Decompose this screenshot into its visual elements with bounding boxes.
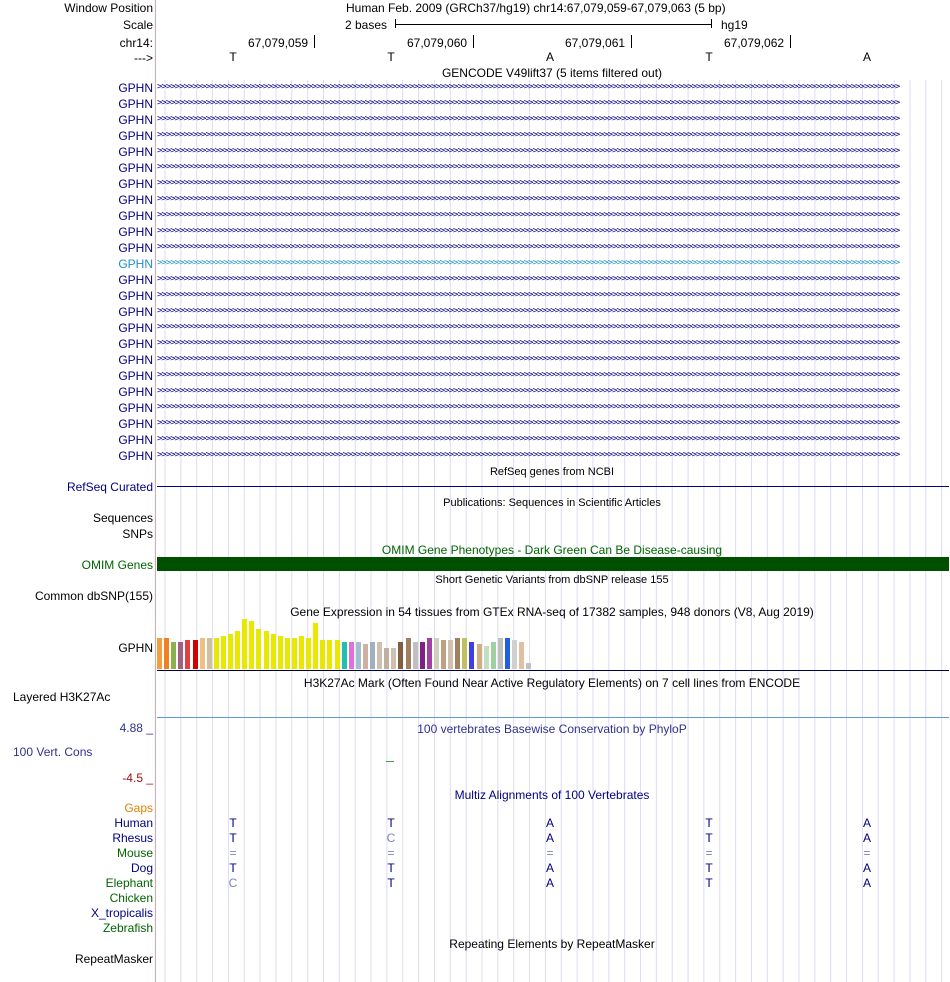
gtex-tissue-bar[interactable] [491,642,496,669]
refseq-gene-line[interactable] [157,486,949,487]
gtex-tissue-bar[interactable] [363,644,368,669]
multiz-aligned-base: = [229,846,237,860]
multiz-species-label[interactable]: Chicken [109,891,153,905]
multiz-aligned-base: A [545,831,555,845]
phylop-track-label[interactable]: 100 Vert. Cons [13,745,93,759]
label-separator [155,0,156,982]
gencode-gene-label[interactable]: GPHN [118,81,153,95]
gencode-gene-label[interactable]: GPHN [118,401,153,415]
gencode-gene-label[interactable]: GPHN [118,417,153,431]
gencode-strand-chevrons: >>>>>>>>>>>>>>>>>>>>>>>>>>>>>>>>>>>>>>>>>>>>>>>>>>>>>>>>>>>>>>>>>>>>>>>>>>>>>>>>>>>>>>>>>>>>>>>>>>>>>>>>>>>>>>>>>>>>>>>>>>>>>>>>>>>>>>>>>>>>>>>>>>>>>>>>>>>>>>>>>>>>>>>> [157,99,900,108]
chrom-label: chr14: [119,36,153,50]
multiz-species-label[interactable]: Dog [130,861,153,875]
scale-assembly: hg19 [721,18,748,32]
gtex-tissue-bar[interactable] [235,631,240,669]
multiz-aligned-base: = [863,846,871,860]
gtex-tissue-bar[interactable] [391,648,396,669]
gtex-tissue-bar[interactable] [420,642,425,669]
scale-bar [395,24,711,25]
gtex-tissue-bar[interactable] [185,640,190,669]
gtex-tissue-bar[interactable] [505,638,510,669]
omim-track-label[interactable]: OMIM Genes [81,558,153,572]
gencode-strand-chevrons: >>>>>>>>>>>>>>>>>>>>>>>>>>>>>>>>>>>>>>>>>>>>>>>>>>>>>>>>>>>>>>>>>>>>>>>>>>>>>>>>>>>>>>>>>>>>>>>>>>>>>>>>>>>>>>>>>>>>>>>>>>>>>>>>>>>>>>>>>>>>>>>>>>>>>>>>>>>>>>>>>>>>>>>> [157,163,900,172]
gencode-strand-chevrons: >>>>>>>>>>>>>>>>>>>>>>>>>>>>>>>>>>>>>>>>>>>>>>>>>>>>>>>>>>>>>>>>>>>>>>>>>>>>>>>>>>>>>>>>>>>>>>>>>>>>>>>>>>>>>>>>>>>>>>>>>>>>>>>>>>>>>>>>>>>>>>>>>>>>>>>>>>>>>>>>>>>>>>>> [157,83,900,92]
multiz-species-label[interactable]: X_tropicalis [90,906,153,920]
gencode-gene-label[interactable]: GPHN [118,257,153,271]
gtex-tissue-bar[interactable] [157,638,162,669]
publications-track-title[interactable]: Publications: Sequences in Scientific Articles [443,497,661,509]
gtex-tissue-bar[interactable] [249,621,254,669]
coord-label: 67,079,059 [248,36,309,50]
gencode-strand-chevrons: >>>>>>>>>>>>>>>>>>>>>>>>>>>>>>>>>>>>>>>>>>>>>>>>>>>>>>>>>>>>>>>>>>>>>>>>>>>>>>>>>>>>>>>>>>>>>>>>>>>>>>>>>>>>>>>>>>>>>>>>>>>>>>>>>>>>>>>>>>>>>>>>>>>>>>>>>>>>>>>>>>>>>>>> [157,307,900,316]
multiz-aligned-base: A [862,876,872,890]
gencode-strand-chevrons: >>>>>>>>>>>>>>>>>>>>>>>>>>>>>>>>>>>>>>>>>>>>>>>>>>>>>>>>>>>>>>>>>>>>>>>>>>>>>>>>>>>>>>>>>>>>>>>>>>>>>>>>>>>>>>>>>>>>>>>>>>>>>>>>>>>>>>>>>>>>>>>>>>>>>>>>>>>>>>>>>>>>>>>> [157,147,900,156]
multiz-aligned-base: T [705,816,713,830]
gencode-strand-chevrons: >>>>>>>>>>>>>>>>>>>>>>>>>>>>>>>>>>>>>>>>>>>>>>>>>>>>>>>>>>>>>>>>>>>>>>>>>>>>>>>>>>>>>>>>>>>>>>>>>>>>>>>>>>>>>>>>>>>>>>>>>>>>>>>>>>>>>>>>>>>>>>>>>>>>>>>>>>>>>>>>>>>>>>>> [157,403,900,412]
gencode-gene-label[interactable]: GPHN [118,129,153,143]
gtex-tissue-bar[interactable] [519,642,524,669]
omim-track-title[interactable]: OMIM Gene Phenotypes - Dark Green Can Be Disease-causing [381,543,723,557]
gencode-track-title[interactable]: GENCODE V49lift37 (5 items filtered out) [441,66,663,80]
multiz-aligned-base: T [229,816,237,830]
phylop-track-title[interactable]: 100 vertebrates Basewise Conservation by PhyloP [417,722,687,736]
window-position-value[interactable]: Human Feb. 2009 (GRCh37/hg19) chr14:67,079,059-67,079,063 (5 bp) [346,1,726,15]
gencode-strand-chevrons: >>>>>>>>>>>>>>>>>>>>>>>>>>>>>>>>>>>>>>>>>>>>>>>>>>>>>>>>>>>>>>>>>>>>>>>>>>>>>>>>>>>>>>>>>>>>>>>>>>>>>>>>>>>>>>>>>>>>>>>>>>>>>>>>>>>>>>>>>>>>>>>>>>>>>>>>>>>>>>>>>>>>>>>> [157,131,900,140]
gtex-tissue-bar[interactable] [207,638,212,669]
multiz-species-label[interactable]: Zebrafish [102,921,153,935]
gtex-tissue-bar[interactable] [370,642,375,669]
publications-snps-label[interactable]: SNPs [122,527,153,541]
phylop-max-label: 4.88 _ [119,721,153,735]
gtex-tissue-bar[interactable] [264,631,269,669]
phylop-signal [386,761,394,762]
gtex-tissue-bar[interactable] [512,640,517,669]
multiz-aligned-base: = [705,846,713,860]
gtex-tissue-bar[interactable] [398,642,403,669]
gtex-tissue-bar[interactable] [427,638,432,669]
gencode-strand-chevrons: >>>>>>>>>>>>>>>>>>>>>>>>>>>>>>>>>>>>>>>>>>>>>>>>>>>>>>>>>>>>>>>>>>>>>>>>>>>>>>>>>>>>>>>>>>>>>>>>>>>>>>>>>>>>>>>>>>>>>>>>>>>>>>>>>>>>>>>>>>>>>>>>>>>>>>>>>>>>>>>>>>>>>>>> [157,275,900,284]
scale-label: Scale [122,18,153,32]
gencode-gene-label[interactable]: GPHN [118,177,153,191]
repeatmasker-track-title[interactable]: Repeating Elements by RepeatMasker [449,937,655,951]
refseq-track-title[interactable]: RefSeq genes from NCBI [489,466,615,478]
scale-value: 2 bases [345,18,388,32]
multiz-aligned-base: T [705,831,713,845]
gtex-tissue-bar[interactable] [285,638,290,669]
gencode-gene-label[interactable]: GPHN [118,273,153,287]
refseq-track-label[interactable]: RefSeq Curated [66,480,153,494]
multiz-aligned-base: A [545,816,555,830]
gencode-gene-label[interactable]: GPHN [118,241,153,255]
publications-sequences-label[interactable]: Sequences [92,511,153,525]
gencode-gene-label[interactable]: GPHN [118,97,153,111]
gtex-track-title[interactable]: Gene Expression in 54 tissues from GTEx RNA-seq of 17382 samples, 948 donors (V8, Aug 2019) [290,605,814,619]
multiz-aligned-base: A [862,861,872,875]
multiz-species-label[interactable]: Elephant [105,876,153,890]
multiz-aligned-base: A [862,816,872,830]
gencode-gene-label[interactable]: GPHN [118,113,153,127]
h3k27ac-track-title[interactable]: H3K27Ac Mark (Often Found Near Active Regulatory Elements) on 7 cell lines from ENCODE [303,676,801,690]
gencode-strand-chevrons: >>>>>>>>>>>>>>>>>>>>>>>>>>>>>>>>>>>>>>>>>>>>>>>>>>>>>>>>>>>>>>>>>>>>>>>>>>>>>>>>>>>>>>>>>>>>>>>>>>>>>>>>>>>>>>>>>>>>>>>>>>>>>>>>>>>>>>>>>>>>>>>>>>>>>>>>>>>>>>>>>>>>>>>> [157,323,900,332]
gencode-gene-label[interactable]: GPHN [118,385,153,399]
gtex-tissue-bar[interactable] [484,646,489,669]
gtex-tissue-bar[interactable] [256,629,261,669]
gencode-strand-chevrons: >>>>>>>>>>>>>>>>>>>>>>>>>>>>>>>>>>>>>>>>>>>>>>>>>>>>>>>>>>>>>>>>>>>>>>>>>>>>>>>>>>>>>>>>>>>>>>>>>>>>>>>>>>>>>>>>>>>>>>>>>>>>>>>>>>>>>>>>>>>>>>>>>>>>>>>>>>>>>>>>>>>>>>>> [157,419,900,428]
multiz-aligned-base: T [229,831,237,845]
gtex-tissue-bar[interactable] [434,638,439,669]
gtex-tissue-bar[interactable] [178,642,183,669]
gtex-tissue-bar[interactable] [299,636,304,669]
h3k27ac-signal-line [157,717,949,718]
gtex-tissue-bar[interactable] [455,638,460,669]
gencode-gene-label[interactable]: GPHN [118,321,153,335]
gtex-tissue-bar[interactable] [327,640,332,669]
reference-base: T [705,50,713,64]
gtex-tissue-bar[interactable] [164,638,169,669]
multiz-aligned-base: T [387,876,395,890]
multiz-track-title[interactable]: Multiz Alignments of 100 Vertebrates [454,788,650,802]
dbsnp-track-label[interactable]: Common dbSNP(155) [34,589,153,603]
reference-base: T [387,50,395,64]
gencode-gene-label[interactable]: GPHN [118,305,153,319]
gencode-strand-chevrons: >>>>>>>>>>>>>>>>>>>>>>>>>>>>>>>>>>>>>>>>>>>>>>>>>>>>>>>>>>>>>>>>>>>>>>>>>>>>>>>>>>>>>>>>>>>>>>>>>>>>>>>>>>>>>>>>>>>>>>>>>>>>>>>>>>>>>>>>>>>>>>>>>>>>>>>>>>>>>>>>>>>>>>>> [157,227,900,236]
coord-label: 67,079,062 [724,36,785,50]
multiz-aligned-base: A [862,831,872,845]
gencode-gene-label[interactable]: GPHN [118,289,153,303]
multiz-aligned-base: C [386,831,396,845]
gtex-tissue-bar[interactable] [448,640,453,669]
multiz-aligned-base: T [387,861,395,875]
multiz-species-label[interactable]: Mouse [116,846,153,860]
gtex-tissue-bar[interactable] [469,642,474,669]
gencode-strand-chevrons: >>>>>>>>>>>>>>>>>>>>>>>>>>>>>>>>>>>>>>>>>>>>>>>>>>>>>>>>>>>>>>>>>>>>>>>>>>>>>>>>>>>>>>>>>>>>>>>>>>>>>>>>>>>>>>>>>>>>>>>>>>>>>>>>>>>>>>>>>>>>>>>>>>>>>>>>>>>>>>>>>>>>>>>> [157,179,900,188]
strand-label: ---> [134,51,153,65]
gencode-strand-chevrons: >>>>>>>>>>>>>>>>>>>>>>>>>>>>>>>>>>>>>>>>>>>>>>>>>>>>>>>>>>>>>>>>>>>>>>>>>>>>>>>>>>>>>>>>>>>>>>>>>>>>>>>>>>>>>>>>>>>>>>>>>>>>>>>>>>>>>>>>>>>>>>>>>>>>>>>>>>>>>>>>>>>>>>>> [157,355,900,364]
coord-tick [314,35,315,48]
coord-tick [790,35,791,48]
reference-base: A [545,50,555,64]
multiz-gaps-label[interactable]: Gaps [124,801,153,815]
gtex-tissue-bar[interactable] [200,638,205,669]
coord-label: 67,079,060 [407,36,468,50]
gencode-gene-label[interactable]: GPHN [118,449,153,463]
coord-tick [631,35,632,48]
gencode-strand-chevrons: >>>>>>>>>>>>>>>>>>>>>>>>>>>>>>>>>>>>>>>>>>>>>>>>>>>>>>>>>>>>>>>>>>>>>>>>>>>>>>>>>>>>>>>>>>>>>>>>>>>>>>>>>>>>>>>>>>>>>>>>>>>>>>>>>>>>>>>>>>>>>>>>>>>>>>>>>>>>>>>>>>>>>>>> [157,291,900,300]
multiz-aligned-base: C [228,876,238,890]
multiz-aligned-base: T [705,861,713,875]
repeatmasker-track-label[interactable]: RepeatMasker [74,952,153,966]
gencode-gene-label[interactable]: GPHN [118,337,153,351]
gtex-tissue-bar[interactable] [498,638,503,669]
coord-tick [473,35,474,48]
gencode-strand-chevrons: >>>>>>>>>>>>>>>>>>>>>>>>>>>>>>>>>>>>>>>>>>>>>>>>>>>>>>>>>>>>>>>>>>>>>>>>>>>>>>>>>>>>>>>>>>>>>>>>>>>>>>>>>>>>>>>>>>>>>>>>>>>>>>>>>>>>>>>>>>>>>>>>>>>>>>>>>>>>>>>>>>>>>>>> [157,243,900,252]
multiz-aligned-base: T [705,876,713,890]
gencode-gene-label[interactable]: GPHN [118,209,153,223]
gtex-tissue-bar[interactable] [349,642,354,669]
multiz-aligned-base: A [545,876,555,890]
reference-base: T [229,50,237,64]
gtex-tissue-bar[interactable] [377,642,382,669]
gtex-tissue-bar[interactable] [228,634,233,669]
gtex-tissue-bar[interactable] [242,619,247,669]
gtex-tissue-bar[interactable] [193,640,198,669]
gtex-tissue-bar[interactable] [171,642,176,669]
gencode-strand-chevrons: >>>>>>>>>>>>>>>>>>>>>>>>>>>>>>>>>>>>>>>>>>>>>>>>>>>>>>>>>>>>>>>>>>>>>>>>>>>>>>>>>>>>>>>>>>>>>>>>>>>>>>>>>>>>>>>>>>>>>>>>>>>>>>>>>>>>>>>>>>>>>>>>>>>>>>>>>>>>>>>>>>>>>>>> [157,259,900,268]
gencode-gene-label[interactable]: GPHN [118,193,153,207]
gencode-strand-chevrons: >>>>>>>>>>>>>>>>>>>>>>>>>>>>>>>>>>>>>>>>>>>>>>>>>>>>>>>>>>>>>>>>>>>>>>>>>>>>>>>>>>>>>>>>>>>>>>>>>>>>>>>>>>>>>>>>>>>>>>>>>>>>>>>>>>>>>>>>>>>>>>>>>>>>>>>>>>>>>>>>>>>>>>>> [157,387,900,396]
scale-bar-right-tick [711,19,712,28]
gtex-tissue-bar[interactable] [406,638,411,669]
window-position-label: Window Position [64,1,153,15]
gencode-strand-chevrons: >>>>>>>>>>>>>>>>>>>>>>>>>>>>>>>>>>>>>>>>>>>>>>>>>>>>>>>>>>>>>>>>>>>>>>>>>>>>>>>>>>>>>>>>>>>>>>>>>>>>>>>>>>>>>>>>>>>>>>>>>>>>>>>>>>>>>>>>>>>>>>>>>>>>>>>>>>>>>>>>>>>>>>>> [157,339,900,348]
gencode-strand-chevrons: >>>>>>>>>>>>>>>>>>>>>>>>>>>>>>>>>>>>>>>>>>>>>>>>>>>>>>>>>>>>>>>>>>>>>>>>>>>>>>>>>>>>>>>>>>>>>>>>>>>>>>>>>>>>>>>>>>>>>>>>>>>>>>>>>>>>>>>>>>>>>>>>>>>>>>>>>>>>>>>>>>>>>>>> [157,435,900,444]
gtex-tissue-bar[interactable] [342,642,347,669]
gencode-strand-chevrons: >>>>>>>>>>>>>>>>>>>>>>>>>>>>>>>>>>>>>>>>>>>>>>>>>>>>>>>>>>>>>>>>>>>>>>>>>>>>>>>>>>>>>>>>>>>>>>>>>>>>>>>>>>>>>>>>>>>>>>>>>>>>>>>>>>>>>>>>>>>>>>>>>>>>>>>>>>>>>>>>>>>>>>>> [157,115,900,124]
gencode-gene-label[interactable]: GPHN [118,225,153,239]
gtex-tissue-bar[interactable] [462,638,467,669]
multiz-species-label[interactable]: Rhesus [112,831,153,845]
gencode-gene-label[interactable]: GPHN [118,433,153,447]
reference-base: A [862,50,872,64]
multiz-aligned-base: = [546,846,554,860]
multiz-aligned-base: T [387,816,395,830]
gencode-strand-chevrons: >>>>>>>>>>>>>>>>>>>>>>>>>>>>>>>>>>>>>>>>>>>>>>>>>>>>>>>>>>>>>>>>>>>>>>>>>>>>>>>>>>>>>>>>>>>>>>>>>>>>>>>>>>>>>>>>>>>>>>>>>>>>>>>>>>>>>>>>>>>>>>>>>>>>>>>>>>>>>>>>>>>>>>>> [157,451,900,460]
phylop-min-label: -4.5 _ [122,771,153,785]
multiz-species-label[interactable]: Human [114,816,153,830]
gencode-strand-chevrons: >>>>>>>>>>>>>>>>>>>>>>>>>>>>>>>>>>>>>>>>>>>>>>>>>>>>>>>>>>>>>>>>>>>>>>>>>>>>>>>>>>>>>>>>>>>>>>>>>>>>>>>>>>>>>>>>>>>>>>>>>>>>>>>>>>>>>>>>>>>>>>>>>>>>>>>>>>>>>>>>>>>>>>>> [157,211,900,220]
gtex-tissue-bar[interactable] [384,648,389,669]
gtex-tissue-bar[interactable] [313,623,318,669]
gencode-gene-label[interactable]: GPHN [118,145,153,159]
gtex-baseline [157,670,949,671]
gtex-tissue-bar[interactable] [278,636,283,669]
gtex-tissue-bar[interactable] [356,642,361,669]
gtex-tissue-bar[interactable] [477,644,482,669]
gtex-track-label[interactable]: GPHN [118,641,153,655]
multiz-aligned-base: = [387,846,395,860]
gtex-tissue-bar[interactable] [441,640,446,669]
gtex-tissue-bar[interactable] [221,636,226,669]
gtex-tissue-bar[interactable] [292,638,297,669]
gencode-gene-label[interactable]: GPHN [118,161,153,175]
gencode-gene-label[interactable]: GPHN [118,353,153,367]
gtex-tissue-bar[interactable] [214,638,219,669]
multiz-aligned-base: A [545,861,555,875]
gtex-tissue-bar[interactable] [306,638,311,669]
gtex-tissue-bar[interactable] [335,640,340,669]
coord-label: 67,079,061 [565,36,626,50]
omim-gene-bar[interactable] [157,557,949,571]
gencode-strand-chevrons: >>>>>>>>>>>>>>>>>>>>>>>>>>>>>>>>>>>>>>>>>>>>>>>>>>>>>>>>>>>>>>>>>>>>>>>>>>>>>>>>>>>>>>>>>>>>>>>>>>>>>>>>>>>>>>>>>>>>>>>>>>>>>>>>>>>>>>>>>>>>>>>>>>>>>>>>>>>>>>>>>>>>>>>> [157,195,900,204]
gtex-tissue-bar[interactable] [413,642,418,669]
gtex-tissue-bar[interactable] [320,640,325,669]
gtex-tissue-bar[interactable] [526,663,531,669]
dbsnp-track-title[interactable]: Short Genetic Variants from dbSNP release 155 [435,574,669,586]
gencode-gene-label[interactable]: GPHN [118,369,153,383]
h3k27ac-track-label[interactable]: Layered H3K27Ac [13,690,111,704]
gencode-strand-chevrons: >>>>>>>>>>>>>>>>>>>>>>>>>>>>>>>>>>>>>>>>>>>>>>>>>>>>>>>>>>>>>>>>>>>>>>>>>>>>>>>>>>>>>>>>>>>>>>>>>>>>>>>>>>>>>>>>>>>>>>>>>>>>>>>>>>>>>>>>>>>>>>>>>>>>>>>>>>>>>>>>>>>>>>>> [157,371,900,380]
gtex-tissue-bar[interactable] [271,634,276,669]
multiz-aligned-base: T [229,861,237,875]
